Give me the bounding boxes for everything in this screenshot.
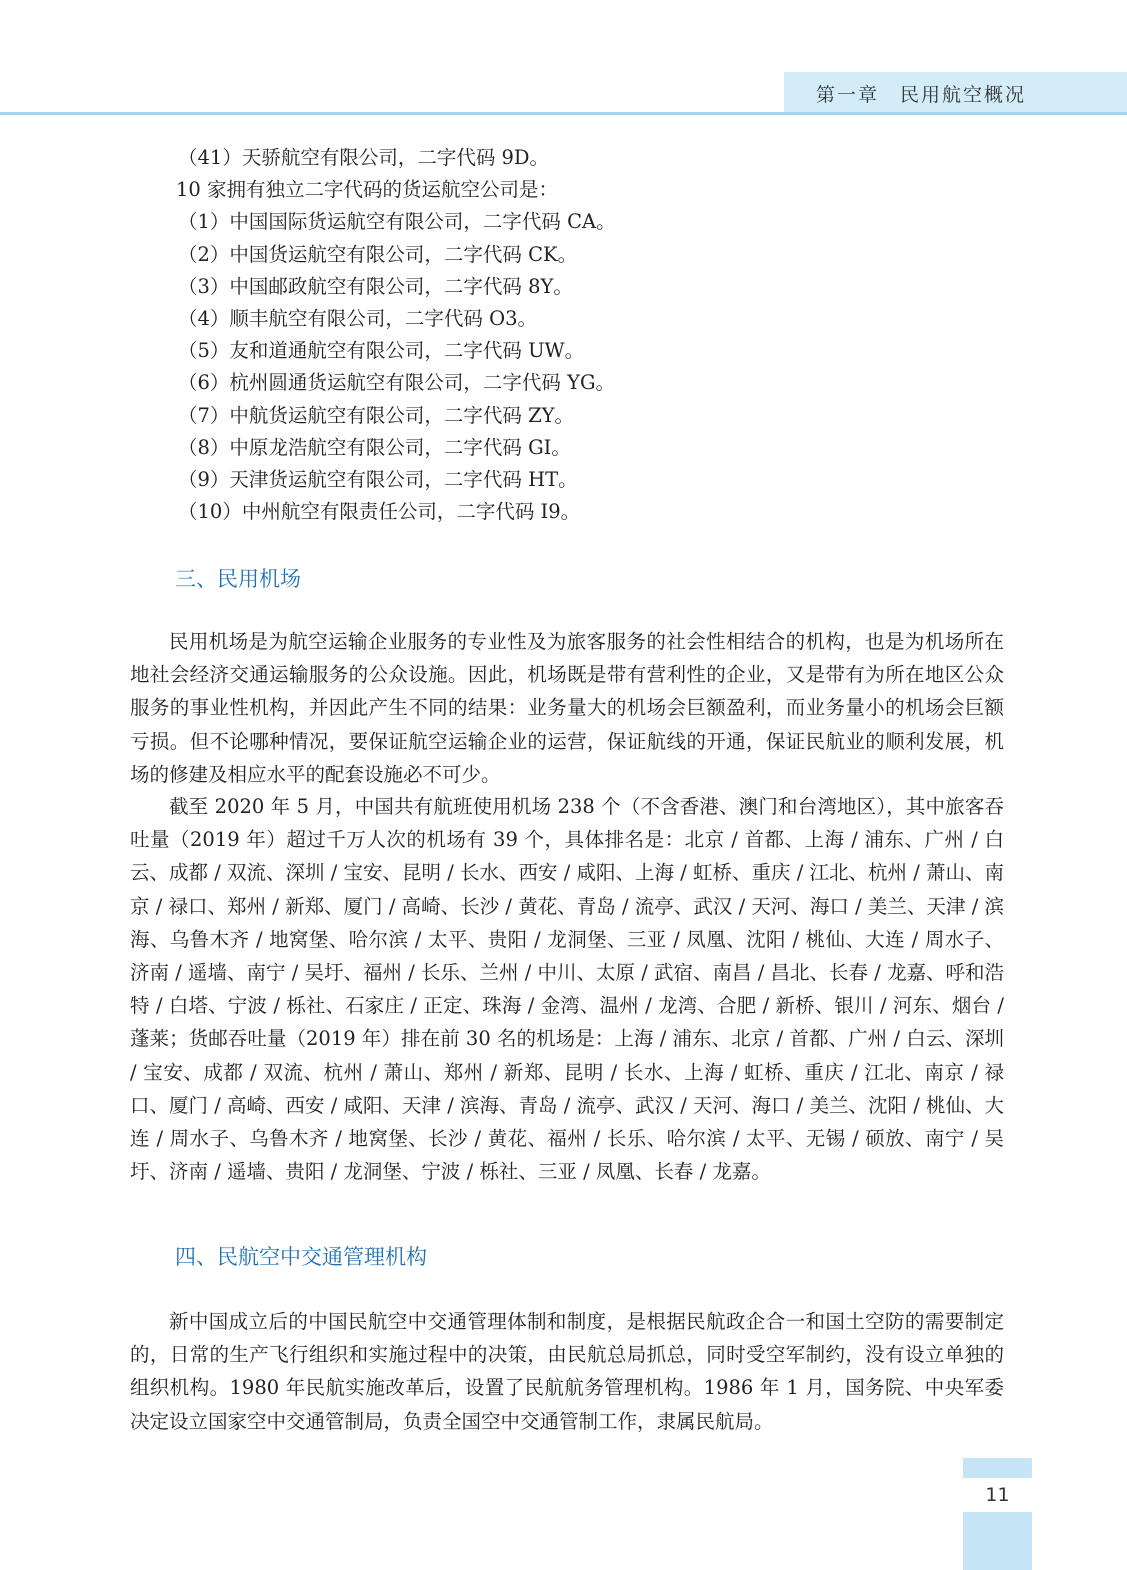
page-number-band-top [963, 1458, 1032, 1478]
page-number: 11 [985, 1484, 1010, 1506]
list-item: （1）中国国际货运航空有限公司，二字代码 CA。 [178, 210, 616, 234]
list-item: （7）中航货运航空有限公司，二字代码 ZY。 [178, 403, 575, 427]
airline-list [130, 142, 1030, 528]
paragraph-atc-history: 新中国成立后的中国民航空中交通管理体制和制度，是根据民航政企合一和国土空防的需要制定的，日常的生产飞行组织和实施过程中的决策，由民航总局抓总，同时受空军制约，没有设立单独的组织机构。1980 年民航实施改革后，设置了民航航务管理机构。1986 年 1 月，国务院、中央军委决定设立国家空中交通管制局，负责全国空中交通管制工作，隶属民航局。 [130, 1310, 1004, 1433]
section-heading-atc-organization: 四、民航空中交通管理机构 [175, 1245, 427, 1269]
list-item: （10）中州航空有限责任公司，二字代码 I9。 [178, 500, 581, 524]
page-number-band-bottom [963, 1512, 1032, 1570]
chapter-title: 第一章 民用航空概况 [816, 84, 1027, 106]
list-item: （4）顺丰航空有限公司，二字代码 O3。 [178, 306, 537, 330]
header-rule [0, 112, 1127, 115]
list-item: （41）天骄航空有限公司，二字代码 9D。 [178, 146, 550, 169]
list-intro: 10 家拥有独立二字代码的货运航空公司是： [176, 178, 559, 202]
list-item: （6）杭州圆通货运航空有限公司，二字代码 YG。 [178, 371, 616, 395]
list-item: （5）友和道通航空有限公司，二字代码 UW。 [178, 339, 585, 363]
paragraph-airport-rankings: 截至 2020 年 5 月，中国共有航班使用机场 238 个（不含香港、澳门和台湾地区），其中旅客吞吐量（2019 年）超过千万人次的机场有 39 个，具体排名是：北京 / 首都、上海 / 浦东、广州 / 白云、成都 / 双流、深圳 / 宝安、昆明 / 长水、西安 / 咸阳、上海 / 虹桥、重庆 / 江北、杭州 / 萧山、南京 / 禄口、郑州 / 新郑、厦门 / 高崎、长沙 / 黄花、青岛 / 流亭、武汉 / 天河、海口 / 美兰、天津 / 滨海、乌鲁木齐 / 地窝堡、哈尔滨 / 太平、贵阳 / 龙洞堡、三亚 / 凤凰、沈阳 / 桃仙、大连 / 周水子、济南 / 遥墙、南宁 / 吴圩、福州 / 长乐、兰州 / 中川、太原 / 武宿、南昌 / 昌北、长春 / 龙嘉、呼和浩特 / 白塔、宁波 / 栎社、石家庄 / 正定、珠海 / 金湾、温州 / 龙湾、合肥 / 新桥、银川 / 河东、烟台 / 蓬莱；货邮吞吐量（2019 年）排在前 30 名的机场是：上海 / 浦东、北京 / 首都、广州 / 白云、深圳 / 宝安、成都 / 双流、杭州 / 萧山、郑州 / 新郑、昆明 / 长水、上海 / 虹桥、重庆 / 江北、南京 / 禄口、厦门 / 高崎、西安 / 咸阳、天津 / 滨海、青岛 / 流亭、武汉 / 天河、海口 / 美兰、沈阳 / 桃仙、大连 / 周水子、乌鲁木齐 / 地窝堡、长沙 / 黄花、福州 / 长乐、哈尔滨 / 太平、无锡 / 硕放、南宁 / 吴圩、济南 / 遥墙、贵阳 / 龙洞堡、宁波 / 栎社、三亚 / 凤凰、长春 / 龙嘉。 [130, 795, 1004, 1184]
list-item: （9）天津货运航空有限公司，二字代码 HT。 [178, 467, 578, 491]
list-item: （2）中国货运航空有限公司，二字代码 CK。 [178, 242, 578, 266]
paragraph-airport-overview: 民用机场是为航空运输企业服务的专业性及为旅客服务的社会性相结合的机构，也是为机场所在地社会经济交通运输服务的公众设施。因此，机场既是带有营利性的企业，又是带有为所在地区公众服务的事业性机构，并因此产生不同的结果：业务量大的机场会巨额盈利，而业务量小的机场会巨额亏损。但不论哪种情况，要保证航空运输企业的运营，保证航线的开通，保证民航业的顺利发展，机场的修建及相应水平的配套设施必不可少。 [130, 630, 1004, 786]
list-item: （8）中原龙浩航空有限公司，二字代码 GI。 [178, 435, 571, 459]
list-item: （3）中国邮政航空有限公司，二字代码 8Y。 [178, 274, 573, 298]
section-heading-civil-airports: 三、民用机场 [175, 567, 301, 591]
